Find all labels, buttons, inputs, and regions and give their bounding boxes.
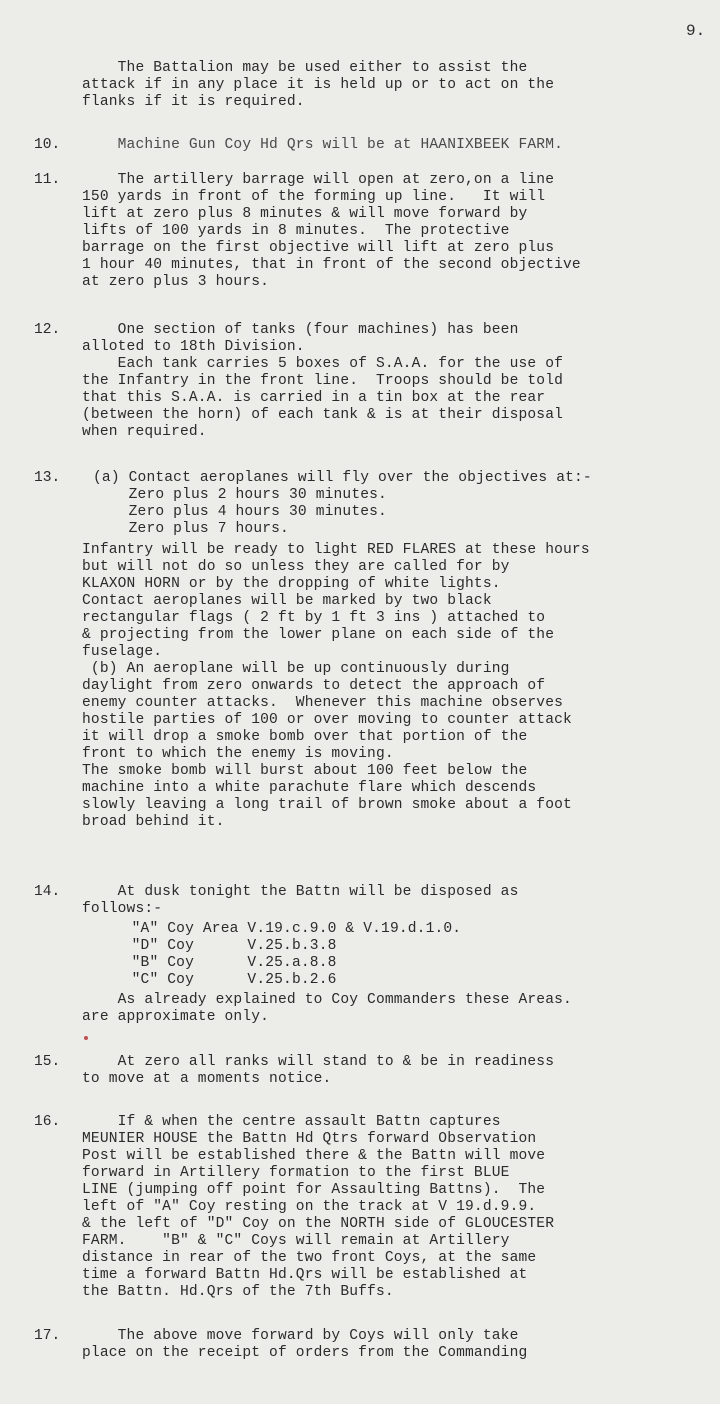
paragraph-number: 17. xyxy=(34,1328,61,1344)
paragraph-line: fuselage. xyxy=(82,644,163,660)
paragraph-line: "D" Coy V.25.b.3.8 xyxy=(96,938,337,954)
intro-line: The Battalion may be used either to assist the xyxy=(82,60,528,76)
paragraph-line: daylight from zero onwards to detect the approach of xyxy=(82,678,546,694)
paragraph-line: time a forward Battn Hd.Qrs will be established at xyxy=(82,1267,528,1283)
paragraph-line: "A" Coy Area V.19.c.9.0 & V.19.d.1.0. xyxy=(96,921,462,937)
paragraph-line: it will drop a smoke bomb over that portion of the xyxy=(82,729,528,745)
paragraph-line: alloted to 18th Division. xyxy=(82,339,305,355)
paragraph-number: 16. xyxy=(34,1114,61,1130)
paragraph-line: Infantry will be ready to light RED FLARES at these hours xyxy=(82,542,590,558)
intro-line: attack if in any place it is held up or to act on the xyxy=(82,77,555,93)
paragraph-line: slowly leaving a long trail of brown smoke about a foot xyxy=(82,797,572,813)
paragraph-line: If & when the centre assault Battn captures xyxy=(82,1114,501,1130)
paragraph-line: hostile parties of 100 or over moving to counter attack xyxy=(82,712,572,728)
paragraph-line: "B" Coy V.25.a.8.8 xyxy=(96,955,337,971)
paragraph-number: 12. xyxy=(34,322,61,338)
paragraph-line: At zero all ranks will stand to & be in readiness xyxy=(82,1054,555,1070)
paragraph-line: left of "A" Coy resting on the track at V 19.d.9.9. xyxy=(82,1199,537,1215)
paragraph-line: at zero plus 3 hours. xyxy=(82,274,270,290)
paragraph-line: that this S.A.A. is carried in a tin box at the rear xyxy=(82,390,546,406)
paragraph-line: lift at zero plus 8 minutes & will move forward by xyxy=(82,206,528,222)
paragraph-line: (b) An aeroplane will be up continuously during xyxy=(82,661,510,677)
paragraph-line: forward in Artillery formation to the first BLUE xyxy=(82,1165,510,1181)
paragraph-line: distance in rear of the two front Coys, at the same xyxy=(82,1250,537,1266)
paragraph-line: & the left of "D" Coy on the NORTH side of GLOUCESTER xyxy=(82,1216,555,1232)
intro-line: flanks if it is required. xyxy=(82,94,305,110)
paragraph-line: 1 hour 40 minutes, that in front of the second objective xyxy=(82,257,581,273)
paragraph-line: (a) Contact aeroplanes will fly over the objectives at:- xyxy=(93,470,592,486)
paragraph-line: are approximate only. xyxy=(82,1009,270,1025)
page-number: 9. xyxy=(686,22,706,40)
paragraph-line: Zero plus 2 hours 30 minutes. xyxy=(93,487,387,503)
paragraph-line: the Infantry in the front line. Troops should be told xyxy=(82,373,564,389)
paragraph-line: when required. xyxy=(82,424,207,440)
paragraph-line: One section of tanks (four machines) has been xyxy=(82,322,519,338)
paragraph-number: 11. xyxy=(34,172,61,188)
ink-dot xyxy=(84,1036,88,1040)
paragraph-line: The above move forward by Coys will only take xyxy=(82,1328,519,1344)
paragraph-line: Zero plus 7 hours. xyxy=(93,521,289,537)
paragraph-line: Each tank carries 5 boxes of S.A.A. for the use of xyxy=(82,356,564,372)
paragraph-line: FARM. "B" & "C" Coys will remain at Artillery xyxy=(82,1233,510,1249)
paragraph-line: machine into a white parachute flare which descends xyxy=(82,780,537,796)
paragraph-line: rectangular flags ( 2 ft by 1 ft 3 ins ) attached to xyxy=(82,610,546,626)
paragraph-line: As already explained to Coy Commanders these Areas. xyxy=(82,992,572,1008)
paragraph-line: Contact aeroplanes will be marked by two black xyxy=(82,593,492,609)
paragraph-line: At dusk tonight the Battn will be disposed as xyxy=(82,884,519,900)
paragraph-line: KLAXON HORN or by the dropping of white lights. xyxy=(82,576,501,592)
paragraph-number: 10. xyxy=(34,137,61,153)
paragraph-line: & projecting from the lower plane on each side of the xyxy=(82,627,555,643)
paragraph-line: place on the receipt of orders from the Commanding xyxy=(82,1345,528,1361)
paragraph-line: The smoke bomb will burst about 100 feet below the xyxy=(82,763,528,779)
paragraph-line: enemy counter attacks. Whenever this machine observes xyxy=(82,695,564,711)
paragraph-line: barrage on the first objective will lift at zero plus xyxy=(82,240,555,256)
paragraph-line: Post will be established there & the Battn will move xyxy=(82,1148,546,1164)
paragraph-line: broad behind it. xyxy=(82,814,225,830)
paragraph-line: the Battn. Hd.Qrs of the 7th Buffs. xyxy=(82,1284,394,1300)
paragraph-number: 13. xyxy=(34,470,61,486)
paragraph-line: lifts of 100 yards in 8 minutes. The protective xyxy=(82,223,510,239)
paragraph-line: front to which the enemy is moving. xyxy=(82,746,394,762)
paragraph-line: Zero plus 4 hours 30 minutes. xyxy=(93,504,387,520)
paragraph-line: MEUNIER HOUSE the Battn Hd Qtrs forward Observation xyxy=(82,1131,537,1147)
paragraph-line: LINE (jumping off point for Assaulting Battns). The xyxy=(82,1182,546,1198)
paragraph-line: Machine Gun Coy Hd Qrs will be at HAANIXBEEK FARM. xyxy=(82,137,564,153)
paragraph-line: follows:- xyxy=(82,901,163,917)
paragraph-number: 14. xyxy=(34,884,61,900)
paragraph-line: to move at a moments notice. xyxy=(82,1071,332,1087)
paragraph-line: "C" Coy V.25.b.2.6 xyxy=(96,972,337,988)
paragraph-line: but will not do so unless they are called for by xyxy=(82,559,510,575)
paragraph-line: (between the horn) of each tank & is at their disposal xyxy=(82,407,564,423)
paragraph-number: 15. xyxy=(34,1054,61,1070)
paragraph-line: The artillery barrage will open at zero,on a line xyxy=(82,172,555,188)
paragraph-line: 150 yards in front of the forming up line. It will xyxy=(82,189,546,205)
